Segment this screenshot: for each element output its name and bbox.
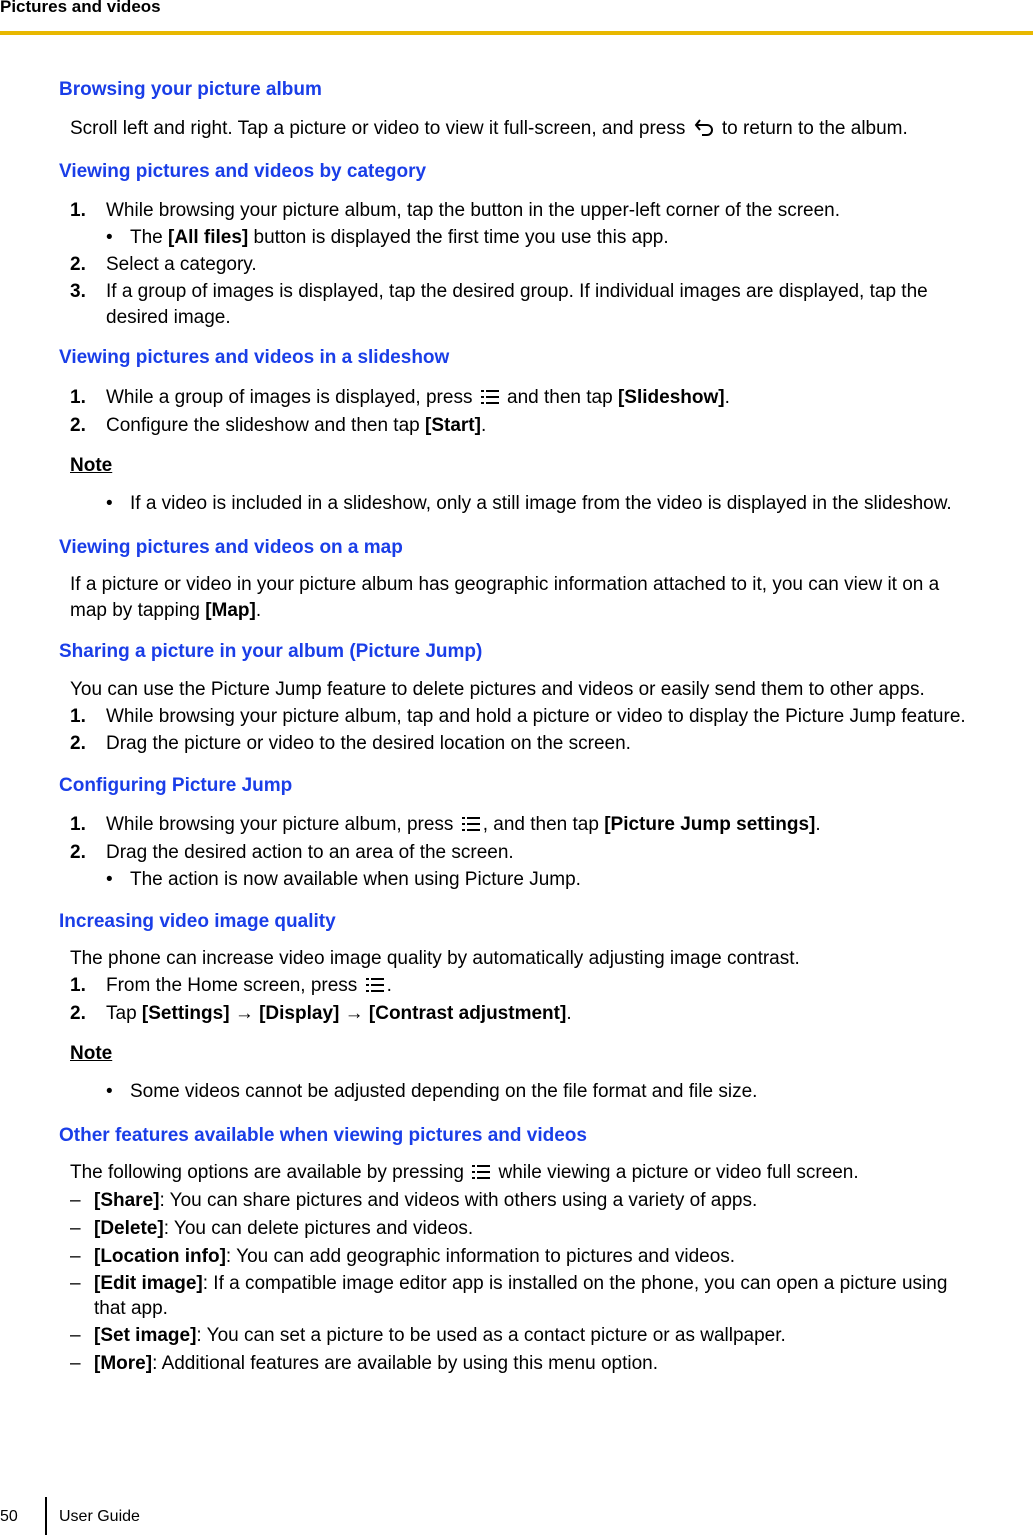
header-rule: [0, 31, 1033, 35]
bold-text: [Edit image]: [94, 1273, 203, 1294]
bold-text: [Settings]: [141, 1003, 230, 1024]
page-number: 50: [0, 1508, 18, 1525]
heading-video-quality: Increasing video image quality: [59, 911, 336, 932]
heading-configuring: Configuring Picture Jump: [59, 775, 293, 796]
heading-browsing: Browsing your picture album: [59, 79, 322, 100]
bold-text: [Map]: [205, 600, 256, 621]
bullet: •: [106, 1081, 113, 1102]
bullet-text: The action is now available when using Picture Jump.: [130, 869, 581, 890]
bold-text: [Slideshow]: [617, 387, 725, 408]
step-number: 1.: [70, 814, 86, 835]
step-number: 2.: [70, 842, 86, 863]
step-text: Drag the picture or video to the desired location on the screen.: [106, 733, 631, 754]
text: and then tap: [507, 387, 613, 408]
text: : You can delete pictures and videos.: [163, 1218, 474, 1239]
step-text: [106, 415, 486, 437]
bold-text: [Picture Jump settings]: [604, 814, 816, 835]
step-number: 3.: [70, 281, 86, 302]
bold-text: [Set image]: [94, 1325, 197, 1346]
text: .: [255, 600, 262, 621]
step-number: 1.: [70, 975, 86, 996]
bold-text: [Display]: [259, 1003, 340, 1024]
paragraph: [70, 117, 908, 143]
text: : You can share pictures and videos with others using a variety of apps.: [159, 1190, 758, 1211]
step-number: 2.: [70, 733, 86, 754]
text: .: [386, 975, 392, 996]
footer-divider: [45, 1497, 47, 1535]
text: While browsing your picture album, press: [106, 814, 454, 835]
heading-sharing: Sharing a picture in your album (Picture Jump): [59, 641, 483, 662]
paragraph: If a picture or video in your picture album has geographic information attached to it, you can view it on a: [70, 574, 940, 595]
text: .: [815, 814, 821, 835]
text: .: [724, 387, 730, 408]
text: While a group of images is displayed, press: [106, 387, 473, 408]
step-number: 2.: [70, 254, 86, 275]
text: Configure the slideshow and then tap: [106, 415, 420, 436]
text: : You can set a picture to be used as a contact picture or as wallpaper.: [196, 1325, 786, 1346]
option-set-image: [94, 1325, 786, 1347]
step-text: Drag the desired action to an area of the screen.: [106, 842, 514, 863]
dash: –: [70, 1353, 81, 1374]
menu-icon: [365, 976, 385, 1000]
heading-category: Viewing pictures and videos by category: [59, 161, 427, 182]
option-more: [94, 1353, 658, 1375]
text: to return to the album.: [721, 118, 908, 139]
text: Scroll left and right. Tap a picture or video to view it full-screen, and press: [70, 118, 686, 139]
menu-icon: [461, 815, 481, 839]
bullet: •: [106, 869, 113, 890]
text: map by tapping: [70, 600, 200, 621]
text: : If a compatible image editor app is installed on the phone, you can open a picture using: [202, 1273, 948, 1294]
bullet: •: [106, 493, 113, 514]
step-text: While browsing your picture album, tap and hold a picture or video to display the Picture Jump feature.: [106, 706, 966, 727]
heading-other-features: Other features available when viewing pictures and videos: [59, 1125, 587, 1146]
paragraph: [70, 1162, 859, 1187]
running-header: Pictures and videos: [0, 0, 161, 16]
step-text: Select a category.: [106, 254, 257, 275]
step-number: 2.: [70, 1003, 86, 1024]
back-arrow-icon: [693, 117, 715, 143]
step-text: [106, 1003, 572, 1025]
option-edit-image-cont: that app.: [94, 1298, 168, 1319]
note-label: Note: [70, 1043, 113, 1064]
step-text: [106, 387, 730, 412]
note-label: Note: [70, 455, 113, 476]
bullet: •: [106, 227, 113, 248]
bullet-text: If a video is included in a slideshow, only a still image from the video is displayed in the slideshow.: [130, 493, 952, 514]
heading-slideshow: Viewing pictures and videos in a slideshow: [59, 347, 450, 368]
bullet-text: Some videos cannot be adjusted depending on the file format and file size.: [130, 1081, 758, 1102]
step-text: desired image.: [106, 307, 231, 328]
bold-text: [Start]: [425, 415, 481, 436]
option-delete: [94, 1218, 473, 1240]
text: The: [130, 227, 163, 248]
bold-text: [More]: [94, 1353, 153, 1374]
dash: –: [70, 1325, 81, 1346]
text: : You can add geographic information to pictures and videos.: [225, 1246, 736, 1267]
dash: –: [70, 1246, 81, 1267]
dash: –: [70, 1273, 81, 1294]
option-edit-image: [94, 1273, 947, 1295]
text: .: [566, 1003, 572, 1024]
menu-icon: [480, 388, 500, 412]
option-location-info: [94, 1246, 735, 1268]
step-text: [106, 814, 821, 839]
dash: –: [70, 1190, 81, 1211]
bold-text: [Contrast adjustment]: [368, 1003, 567, 1024]
menu-icon: [471, 1163, 491, 1187]
step-number: 1.: [70, 200, 86, 221]
bold-text: [Delete]: [94, 1218, 164, 1239]
paragraph: The phone can increase video image quality by automatically adjusting image contrast.: [70, 948, 800, 969]
text: From the Home screen, press: [106, 975, 358, 996]
paragraph: You can use the Picture Jump feature to delete pictures and videos or easily send them to other apps.: [70, 679, 925, 700]
step-number: 1.: [70, 706, 86, 727]
step-number: 2.: [70, 415, 86, 436]
bold-text: [Share]: [94, 1190, 160, 1211]
paragraph: [70, 600, 261, 622]
text: while viewing a picture or video full screen.: [498, 1162, 859, 1183]
option-share: [94, 1190, 757, 1212]
step-text: While browsing your picture album, tap the button in the upper-left corner of the screen.: [106, 200, 841, 221]
step-text: [106, 975, 392, 1000]
dash: –: [70, 1218, 81, 1239]
text: , and then tap: [482, 814, 599, 835]
footer-label: User Guide: [59, 1508, 140, 1525]
text: button is displayed the first time you use this app.: [253, 227, 669, 248]
bold-text: [Location info]: [94, 1246, 226, 1267]
step-number: 1.: [70, 387, 86, 408]
bold-text: [All files]: [168, 227, 249, 248]
text: The following options are available by pressing: [70, 1162, 464, 1183]
bullet-text: [130, 227, 669, 249]
text: .: [480, 415, 487, 436]
arrow: →: [234, 1003, 254, 1024]
heading-map: Viewing pictures and videos on a map: [59, 537, 403, 558]
text: Tap: [106, 1003, 137, 1024]
text: : Additional features are available by using this menu option.: [152, 1353, 658, 1374]
arrow: →: [344, 1003, 364, 1024]
step-text: If a group of images is displayed, tap the desired group. If individual images are displayed, tap the: [106, 281, 928, 302]
